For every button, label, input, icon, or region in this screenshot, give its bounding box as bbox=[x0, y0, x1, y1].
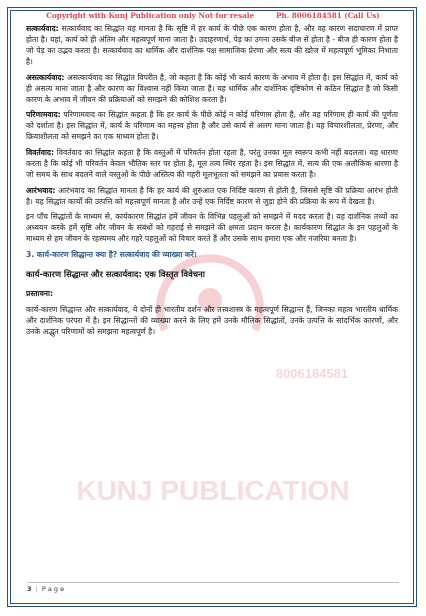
watermark-text: KUNJ PUBLICATION bbox=[76, 475, 350, 506]
term-satkaryavad: सत्कार्यवाद: bbox=[26, 24, 59, 33]
term-vivartavad: विवर्तवाद: bbox=[26, 147, 54, 157]
intro-label: प्रस्तावना: bbox=[26, 288, 54, 298]
phone-contact: Ph. 8006184581 (Call Us) bbox=[276, 11, 380, 20]
page-footer bbox=[27, 582, 399, 593]
term-asatkaryavad: असत्कार्यवाद: bbox=[26, 72, 65, 82]
question-heading: 3. कार्य-कारण सिद्धान्त क्या है? सत्कार्यवाद की व्याख्या करें। bbox=[26, 249, 197, 259]
paragraph-summary: इन पाँच सिद्धांतों के माध्यम से, कार्यकारण सिद्धांत हमें जीवन के विभिन्न पहलुओं को समझने में मदद करता है। यह दार्शनिक तथ्यों का अध्ययन करके हमें सृष्टि और जीवन के संबंधों को गहराई से समझने की क्षमता प्रदान करता है। कार्यकारण सिद्धांत के इन पहलुओं के माध्यम से हम जीवन के रहस्यमय और गहरे पहलुओं को विचार करते हैं और उसके साथ हमारा एक और नजरिया बनता है। bbox=[26, 212, 399, 244]
intro-paragraph: कार्य-कारण सिद्धान्त और सत्कार्यवाद, ये दोनों ही भारतीय दर्शन और तत्त्वशास्त्र के महत्वपूर्ण सिद्धान्त हैं, जिनका महत्व भारतीय धार्मिक और दार्शनिक परंपरा में है। इन सिद्धान्तों की व्याख्या करने के लिए हमें उनके मौलिक सिद्धांतों, उनके उत्पत्ति के सांदर्भिक कारणों, और उनके अद्भुत परिणामों को समझना महत्वपूर्ण है। bbox=[26, 304, 398, 337]
paragraph-parinamvad: परिणामवाद: परिणामवाद का सिद्धांत कहता है कि हर कार्य के पीछे कोई न कोई परिणाम होता है, और वह परिणाम ही कार्य की पूर्णता को दर्शाता है। इस सिद्धांत में, कार्य के परिणाम का महत्त्व होता है और उसे कार्य से अलग माना जाता है। यह विचारशीलता, प्रेरणा, और क्रियाशीलता को समझने का एक माध्यम होता है। bbox=[26, 110, 398, 142]
page-separator: | bbox=[35, 585, 38, 593]
watermark-phone: 8006184581 bbox=[275, 366, 349, 381]
copyright-notice: Copyright with Kunj Publication only Not for resale bbox=[46, 11, 255, 20]
paragraph-satkaryavad: सत्कार्यवाद: सत्कार्यवाद का सिद्धांत यह मानता है कि सृष्टि में हर कार्य के पीछे एक कारण होता है, और वह कारण सदाचारण में प्राप्त होता है। यहां, कार्य को ही अंतिम और महत्वपूर्ण माना जाता है। उदाहरणार्थ, पेड़ का उगना उसके बीज से होता है - बीज ही कारण होता है जो पेड़ का उद्भव करता है। सत्कार्यवाद का धार्मिक और दार्शनिक पक्ष सामाजिक प्रेरणा और सत्य की खोज में महत्वपूर्ण भूमिका निभाता है। bbox=[26, 24, 398, 67]
section-title: कार्य-कारण सिद्धान्त और सत्कार्यवाद: एक विस्तृत विवेचना bbox=[26, 268, 205, 279]
term-arambhavad: आरंभवाद: bbox=[26, 185, 56, 195]
page-header bbox=[0, 11, 426, 20]
term-parinamvad: परिणामवाद: bbox=[26, 110, 61, 120]
page-label: P a g e bbox=[41, 585, 65, 593]
paragraph-arambhavad: आरंभवाद: आरंभवाद का सिद्धांत मानता है कि हर कार्य की शुरुआत एक निर्दिष्ट कारण से होती है, जिससे सृष्टि की प्रक्रिया आरंभ होती है। यह सिद्धांत कार्यों की उत्पत्ति को महत्त्वपूर्ण मानता है और उन्हें एक निर्दिष्ट कारण से जुड़ा होने की प्रक्रिया के रूप में देखता है। bbox=[26, 185, 398, 206]
paragraph-asatkaryavad: असत्कार्यवाद: असत्कार्यवाद का सिद्धांत विपरीत है, जो कहता है कि कोई भी कार्य कारण के अभाव में होता है। इस सिद्धांत में, कार्य को ही असत्य माना जाता है और कारण का विश्वास नहीं किया जाता है। यह धार्मिक और दार्शनिक दृष्टिकोण से कठिन सिद्धांत है जो किसी कारण के अभाव में जीवन की प्रक्रियाओं को समझने की कोशिश करता है। bbox=[26, 72, 398, 104]
page-number: 3 bbox=[27, 585, 32, 593]
paragraph-vivartavad: विवर्तवाद: विवर्तवाद का सिद्धांत कहता है कि वस्तुओं में परिवर्तन होता रहता है, परंतु उनका मूल स्वरूप कभी नहीं बदलता। यह धारणा करता है कि कोई भी परिवर्तन केवल भौतिक स्तर पर होता है, मूल तत्व स्थिर रहता है। इस सिद्धांत में, सत्य की एक अलौकिक धारणा है जो समय के साथ बदलने वाले वस्तुओं के पीछे अस्तित्व की गहरी मूलभूतता को समझने का प्रयास करता है। bbox=[26, 147, 398, 180]
document-body bbox=[26, 23, 398, 342]
